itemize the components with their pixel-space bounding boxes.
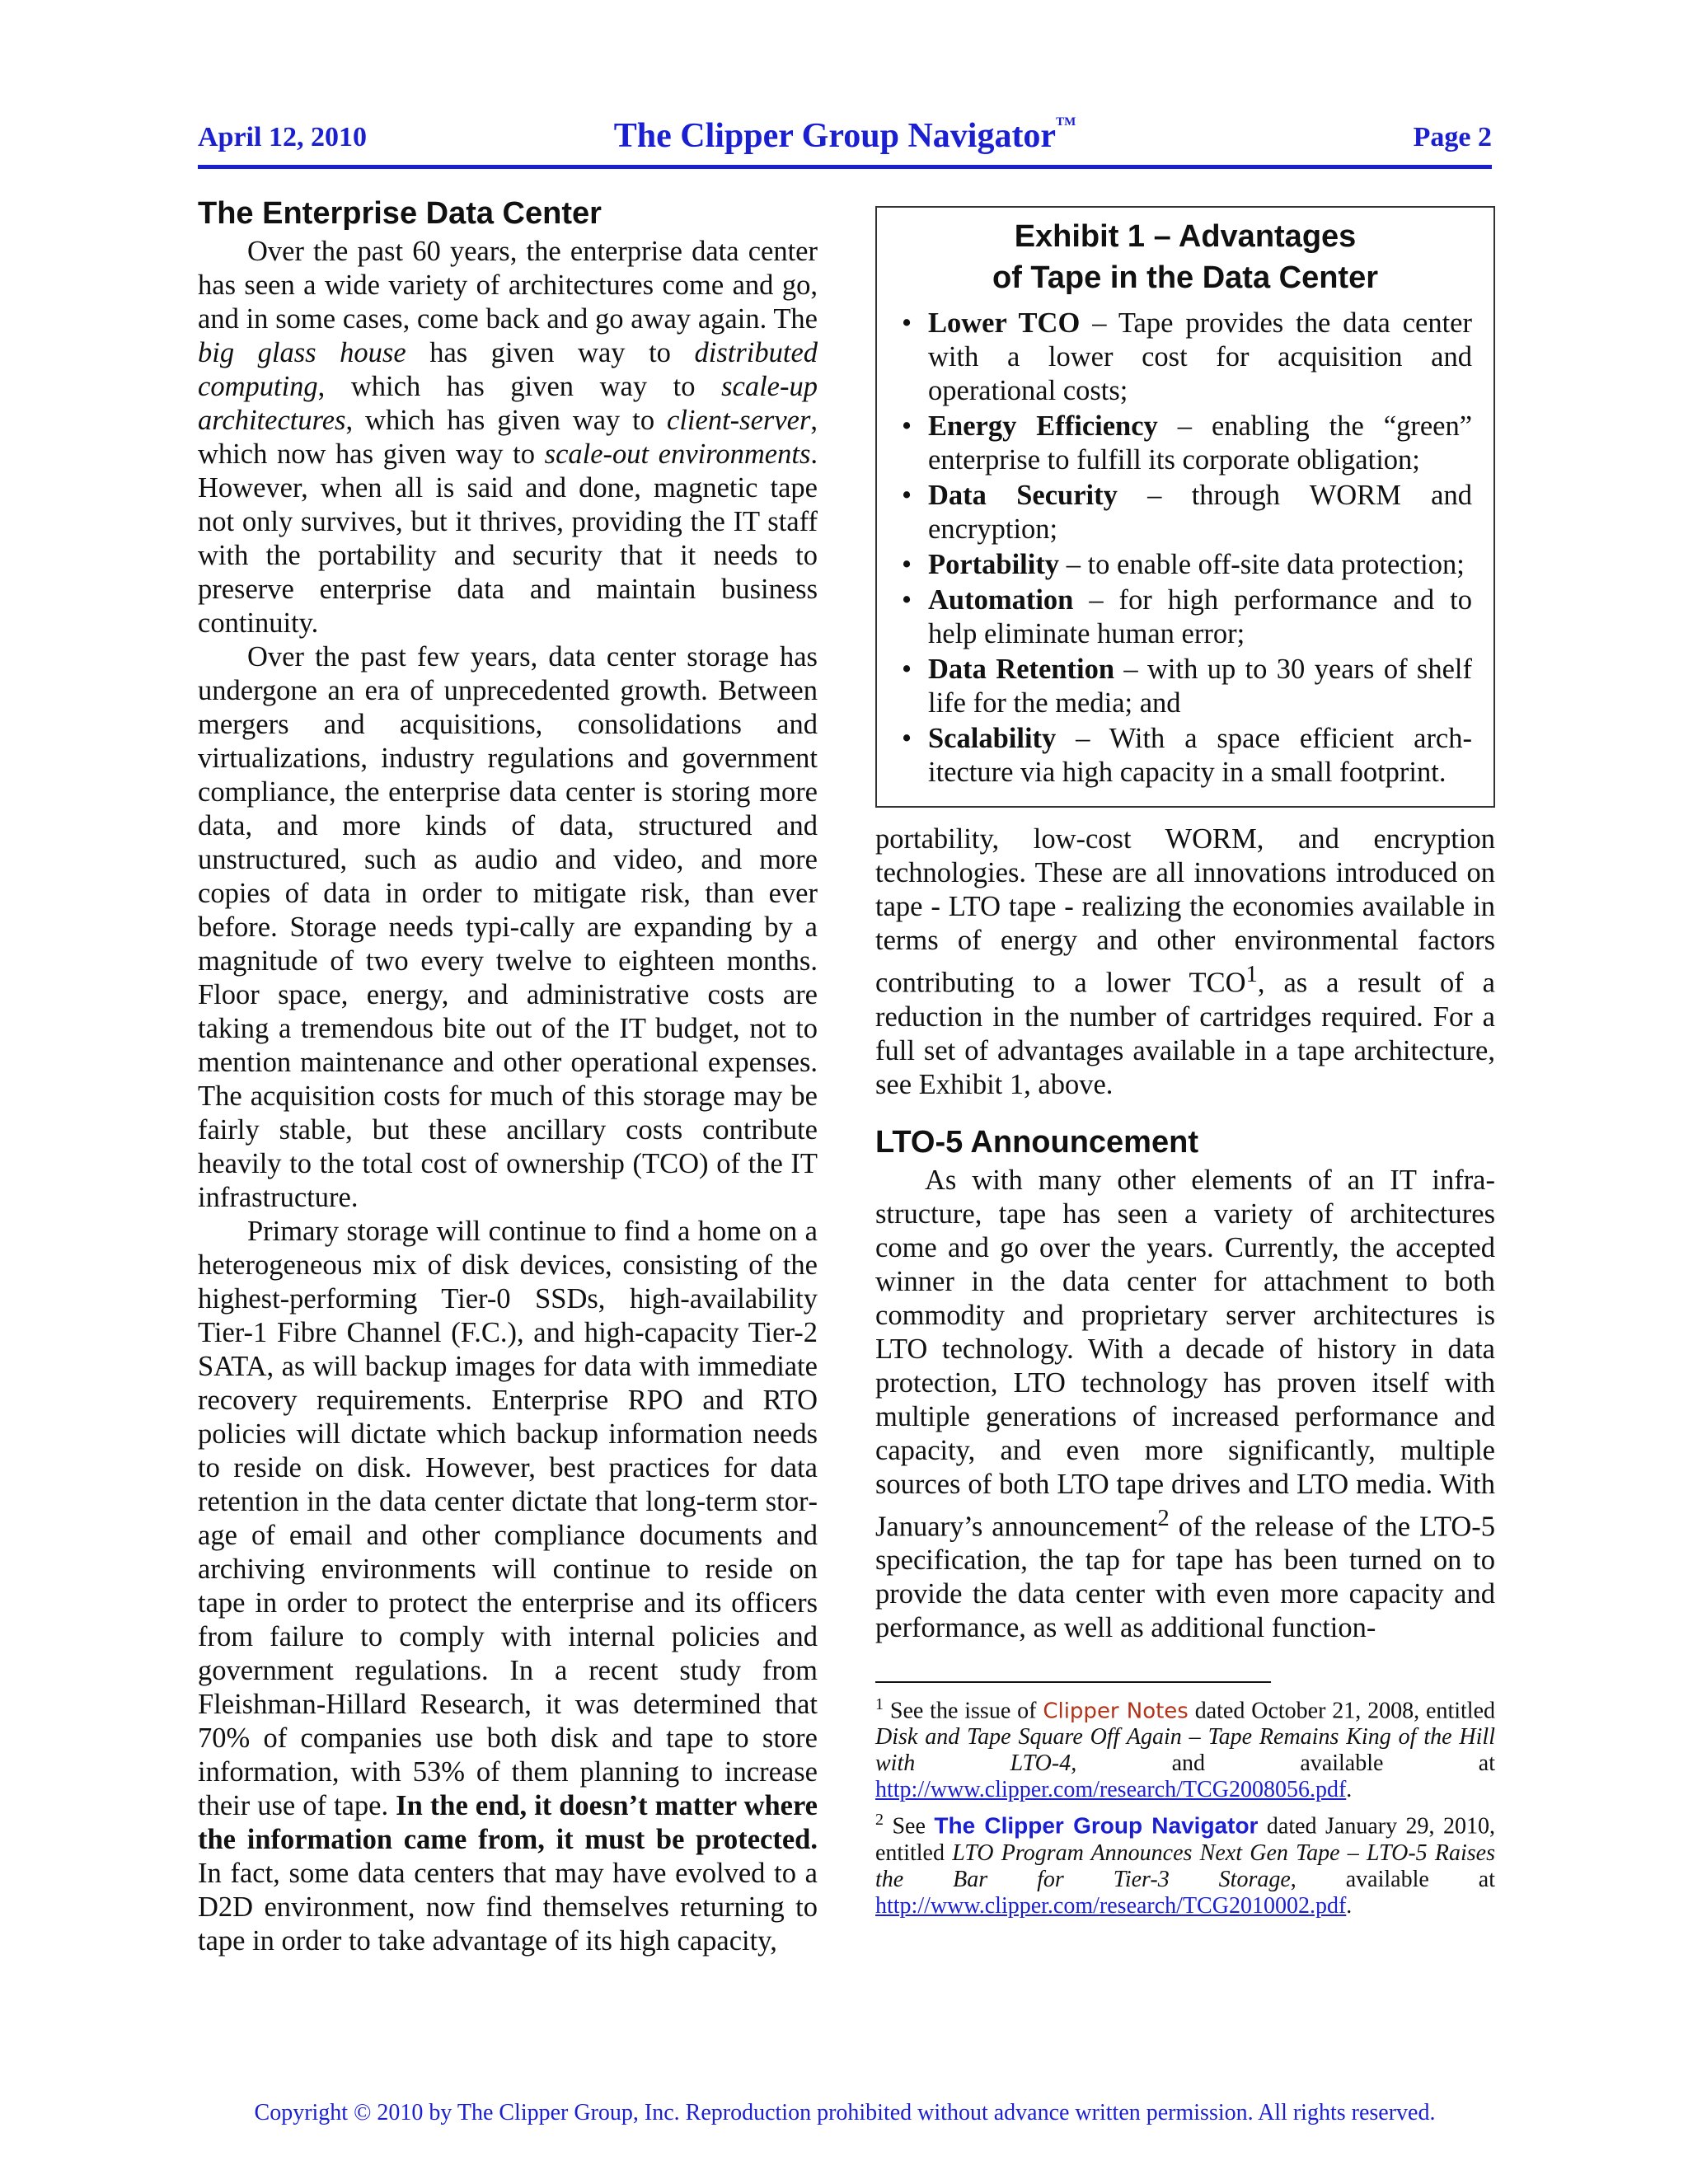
paragraph-1 bbox=[198, 235, 818, 640]
paragraph-3 bbox=[198, 1215, 818, 1958]
lto5-text-a: As with many other elements of an IT infrastructure, tape has seen a variety of architectures come and go over the years. Currently, the accepted winner in the data center for attachment to both commodity and proprietary server architectures is LTO technology. With a decade of history in data protection, LTO technology has proven itself with multiple generations of increased performance and capacity, and even more significantly, multiple sources of both LTO tape drives and LTO media. With January’s announcement bbox=[875, 1164, 1495, 1542]
page-header bbox=[198, 114, 1492, 169]
item-term: Data Security bbox=[928, 480, 1118, 511]
paragraph-continued bbox=[875, 823, 1495, 1102]
page-footer: Copyright © 2010 by The Clipper Group, Inc. Reproduction prohibited without advance written permission. All rights reserved. bbox=[254, 2100, 1436, 2125]
article-title: LTO Program Announces Next Gen Tape – LTO-5 Raises the Bar for Tier-3 Storage bbox=[875, 1840, 1495, 1892]
exhibit-box bbox=[875, 206, 1495, 808]
bullet-icon: • bbox=[902, 410, 912, 442]
item-desc: – with up to 30 years of shelf life for the media; and bbox=[928, 654, 1473, 719]
footnote-text: . bbox=[1346, 1777, 1353, 1803]
bullet-icon: • bbox=[902, 480, 912, 511]
p1-italic-3: scale-up architectures bbox=[198, 371, 818, 436]
list-item bbox=[898, 307, 1472, 408]
paragraph-lto5 bbox=[875, 1164, 1495, 1646]
item-desc: – to enable off-site data protection; bbox=[1059, 549, 1465, 580]
trademark-mark: TM bbox=[1056, 115, 1076, 129]
bullet-icon: • bbox=[902, 584, 912, 616]
section-heading-lto5: LTO-5 Announcement bbox=[875, 1124, 1198, 1160]
p1-text-a: Over the past 60 years, the enterprise data center has seen a wide variety of architectures come and go, and in some cases, come back and go away again. The bbox=[198, 236, 818, 335]
list-item bbox=[898, 653, 1472, 720]
footnote-text: dated January 29, 2010, entitled bbox=[875, 1813, 1496, 1866]
p3-bold: In the end, it doesn’t matter where the information came from, it must be protected. bbox=[198, 1790, 818, 1855]
footnote-ref-1: 1 bbox=[1245, 961, 1258, 987]
article-title: Disk and Tape Square Off Again – Tape Remains King of the Hill with LTO-4, bbox=[875, 1724, 1495, 1777]
p1-italic-1: big glass house bbox=[198, 337, 406, 368]
bullet-icon: • bbox=[902, 307, 912, 339]
footnote-link[interactable]: http://www.clipper.com/research/TCG2008056.pdf bbox=[875, 1777, 1347, 1803]
item-desc: – for high performance and to help eliminate human error; bbox=[928, 584, 1472, 649]
footnote-text: . bbox=[1346, 1892, 1353, 1919]
item-desc: – Tape provides the data center with a lower cost for acquisition and operational costs; bbox=[928, 307, 1472, 406]
p1-text-e: , which now has given way to bbox=[198, 405, 818, 470]
p1-italic-5: scale-out environments bbox=[544, 438, 811, 470]
p1-text-b: has given way to bbox=[406, 337, 695, 368]
item-desc: – enabling the “green” enterprise to fulfill its corporate obligation; bbox=[928, 410, 1473, 476]
item-term: Portability bbox=[928, 549, 1060, 580]
exhibit-list bbox=[898, 307, 1472, 790]
item-desc: – With a space efficient architecture via high capacity in a small footprint. bbox=[928, 723, 1472, 788]
footnote-ref-2: 2 bbox=[1157, 1504, 1170, 1531]
left-column bbox=[198, 196, 818, 1958]
item-term: Automation bbox=[928, 584, 1074, 616]
footnote-2 bbox=[875, 1807, 1495, 1919]
publication-name: Clipper Notes bbox=[1043, 1699, 1189, 1724]
publication-name: The Clipper Group Navigator bbox=[934, 1812, 1259, 1839]
p3-text-a: Primary storage will continue to find a home on a heterogeneous mix of disk devices, consisting of the highest-performing Tier-0 SSDs, high-availability Tier-1 Fibre Channel (F.C.), and high-capacity Tier-2 SATA, as will backup images for data with immediate recovery requirements. Enterprise RPO and RTO policies will dictate which backup information needs to reside on disk. However, best practices for data retention in the data center dictate that long-term storage of email and other compliance documents and archiving environments will continue to reside on tape in order to protect the enterprise and its officers from failure to comply with internal policies and government regulations. In a recent study from Fleishman-Hillard Research, it was determined that 70% of companies use both disk and tape to store information, with 53% of them planning to increase their use of tape. bbox=[198, 1216, 818, 1821]
item-term: Lower TCO bbox=[928, 307, 1081, 339]
list-item bbox=[898, 479, 1472, 546]
section-lto5 bbox=[875, 1125, 1495, 1646]
bullet-icon: • bbox=[902, 723, 912, 754]
right-column bbox=[875, 206, 1495, 1923]
footnote-number: 2 bbox=[875, 1811, 884, 1830]
item-term: Scalability bbox=[928, 723, 1057, 754]
list-item bbox=[898, 722, 1472, 790]
item-desc: – through WORM and encryption; bbox=[928, 480, 1472, 545]
p3-text-c: In fact, some data centers that may have evolved to a D2D environment, now find themselves returning to tape in order to take advantage of its high capacity, bbox=[198, 1858, 818, 1957]
footnote-text: , available at bbox=[1290, 1866, 1495, 1892]
cont-text-a: portability, low-cost WORM, and encryption technologies. These are all innovations introduced on tape - LTO tape - realizing the economies available in terms of energy and other environmental factors contributing to a lower TCO bbox=[875, 823, 1495, 999]
p1-italic-4: client-server bbox=[667, 405, 811, 436]
paragraph-2: Over the past few years, data center storage has undergone an era of unprecedented growth. Between mergers and acquisitions, consolidations and virtualizations, industry regulations and government compliance, the enterprise data center is storing more data, and more kinds of data, structured and unstructured, such as audio and video, and more copies of data in order to mitigate risk, than ever before. Storage needs typi-cally are expanding by a magnitude of two every twelve to eighteen months. Floor space, energy, and administrative costs are taking a tremendous bite out of the IT budget, not to mention maintenance and other operational expenses. The acquisition costs for much of this storage may be fairly stable, but these ancillary costs contribute heavily to the total cost of ownership (TCO) of the IT infrastructure. bbox=[198, 641, 818, 1213]
cont-text-b: , as a result of a reduction in the number of cartridges required. For a full set of advantages available in a tape architecture, see Exhibit 1, above. bbox=[875, 967, 1495, 1100]
section-heading-enterprise: The Enterprise Data Center bbox=[198, 196, 602, 231]
bullet-icon: • bbox=[902, 549, 912, 580]
footnote-text: and available at bbox=[1076, 1750, 1496, 1777]
footnote-text: See bbox=[884, 1813, 935, 1840]
exhibit-title-line-1: Exhibit 1 – Advantages bbox=[1014, 219, 1357, 254]
item-term: Energy Efficiency bbox=[928, 410, 1158, 442]
list-item bbox=[898, 583, 1472, 651]
header-title-text: The Clipper Group Navigator bbox=[613, 117, 1057, 155]
lto5-text-b: of the release of the LTO-5 specification, the tap for tape has been turned on to provide the data center with even more capacity and performance, as well as additional function- bbox=[875, 1511, 1495, 1643]
exhibit-title bbox=[898, 216, 1472, 298]
list-item bbox=[898, 548, 1472, 582]
header-date: April 12, 2010 bbox=[198, 122, 367, 152]
list-item bbox=[898, 410, 1472, 477]
footnote-text: See the issue of bbox=[884, 1698, 1043, 1724]
exhibit-title-line-2: of Tape in the Data Center bbox=[992, 260, 1379, 295]
p1-text-d: , which has given way to bbox=[345, 405, 668, 436]
p1-italic-2: distributed computing bbox=[198, 337, 818, 402]
footnote-text: dated October 21, 2008, entitled bbox=[1188, 1698, 1496, 1724]
header-page-number: Page 2 bbox=[1413, 122, 1492, 152]
p1-text-f: . However, when all is said and done, magnetic tape not only survives, but it thrives, providing the IT staff with the portability and security that it needs to preserve enterprise data and maintain business continuity. bbox=[198, 438, 818, 639]
bullet-icon: • bbox=[902, 654, 912, 685]
footnote-link[interactable]: http://www.clipper.com/research/TCG2010002.pdf bbox=[875, 1892, 1347, 1919]
footnote-1 bbox=[875, 1691, 1495, 1803]
item-term: Data Retention bbox=[928, 654, 1115, 685]
footnote-number: 1 bbox=[875, 1695, 884, 1713]
footnote-divider bbox=[875, 1681, 1271, 1683]
header-title bbox=[198, 115, 1492, 156]
p1-text-c: , which has given way to bbox=[317, 371, 722, 402]
